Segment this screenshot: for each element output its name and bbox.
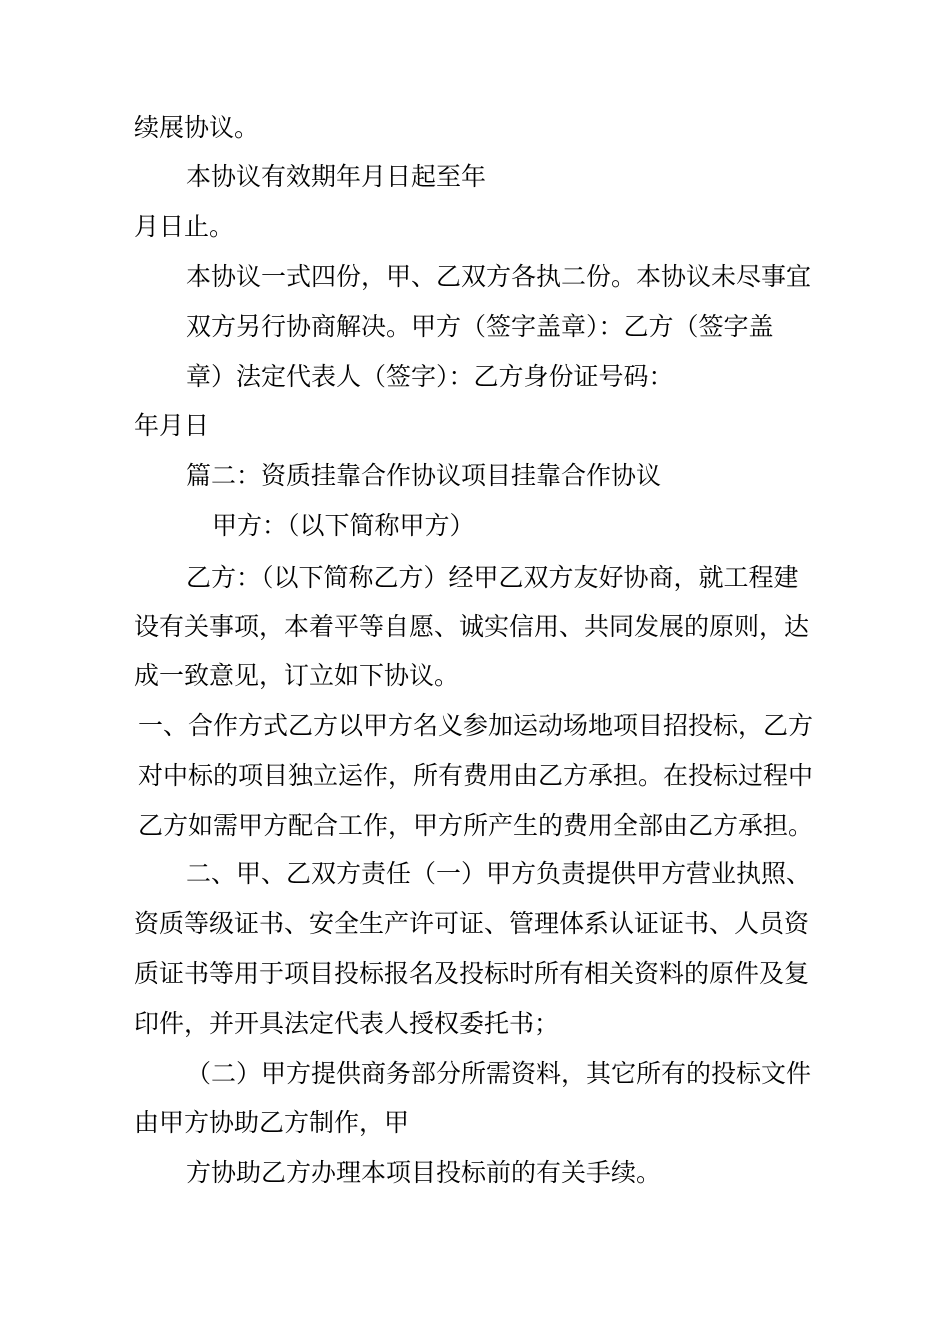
text-line-9: 甲方：（以下简称甲方）	[212, 511, 475, 540]
text-line-5: 双方另行协商解决。甲方（签字盖章）：乙方（签字盖	[186, 312, 774, 341]
text-line-15: 乙方如需甲方配合工作，甲方所产生的费用全部由乙方承担。	[138, 811, 814, 840]
text-line-1: 续展协议。	[134, 113, 260, 142]
text-line-14: 对中标的项目独立运作，所有费用由乙方承担。在投标过程中	[138, 761, 814, 790]
text-line-22: 方协助乙方办理本项目投标前的有关手续。	[186, 1158, 662, 1187]
text-line-17: 资质等级证书、安全生产许可证、管理体系认证证书、人员资	[134, 909, 810, 938]
text-line-16: 二、甲、乙双方责任（一）甲方负责提供甲方营业执照、	[186, 859, 812, 888]
text-line-6: 章）法定代表人（签字）：乙方身份证号码：	[186, 362, 674, 391]
text-line-19: 印件，并开具法定代表人授权委托书；	[134, 1009, 560, 1038]
text-line-11: 设有关事项，本着平等自愿、诚实信用、共同发展的原则，达	[134, 612, 810, 641]
text-line-4: 本协议一式四份，甲、乙双方各执二份。本协议未尽事宜	[186, 262, 812, 291]
text-line-13: 一、合作方式乙方以甲方名义参加运动场地项目招投标，乙方	[138, 711, 814, 740]
text-line-3: 月日止。	[134, 212, 235, 241]
text-line-20: （二）甲方提供商务部分所需资料，其它所有的投标文件	[186, 1059, 812, 1088]
text-line-21: 由甲方协助乙方制作，甲	[134, 1108, 410, 1137]
text-line-18: 质证书等用于项目投标报名及投标时所有相关资料的原件及复	[134, 959, 810, 988]
text-line-7: 年月日	[134, 411, 210, 440]
text-line-12: 成一致意见，订立如下协议。	[134, 661, 460, 690]
text-line-8: 篇二：资质挂靠合作协议项目挂靠合作协议	[186, 461, 662, 490]
text-line-10: 乙方：（以下简称乙方）经甲乙双方友好协商，就工程建	[186, 563, 799, 592]
text-line-2: 本协议有效期年月日起至年	[186, 162, 487, 191]
